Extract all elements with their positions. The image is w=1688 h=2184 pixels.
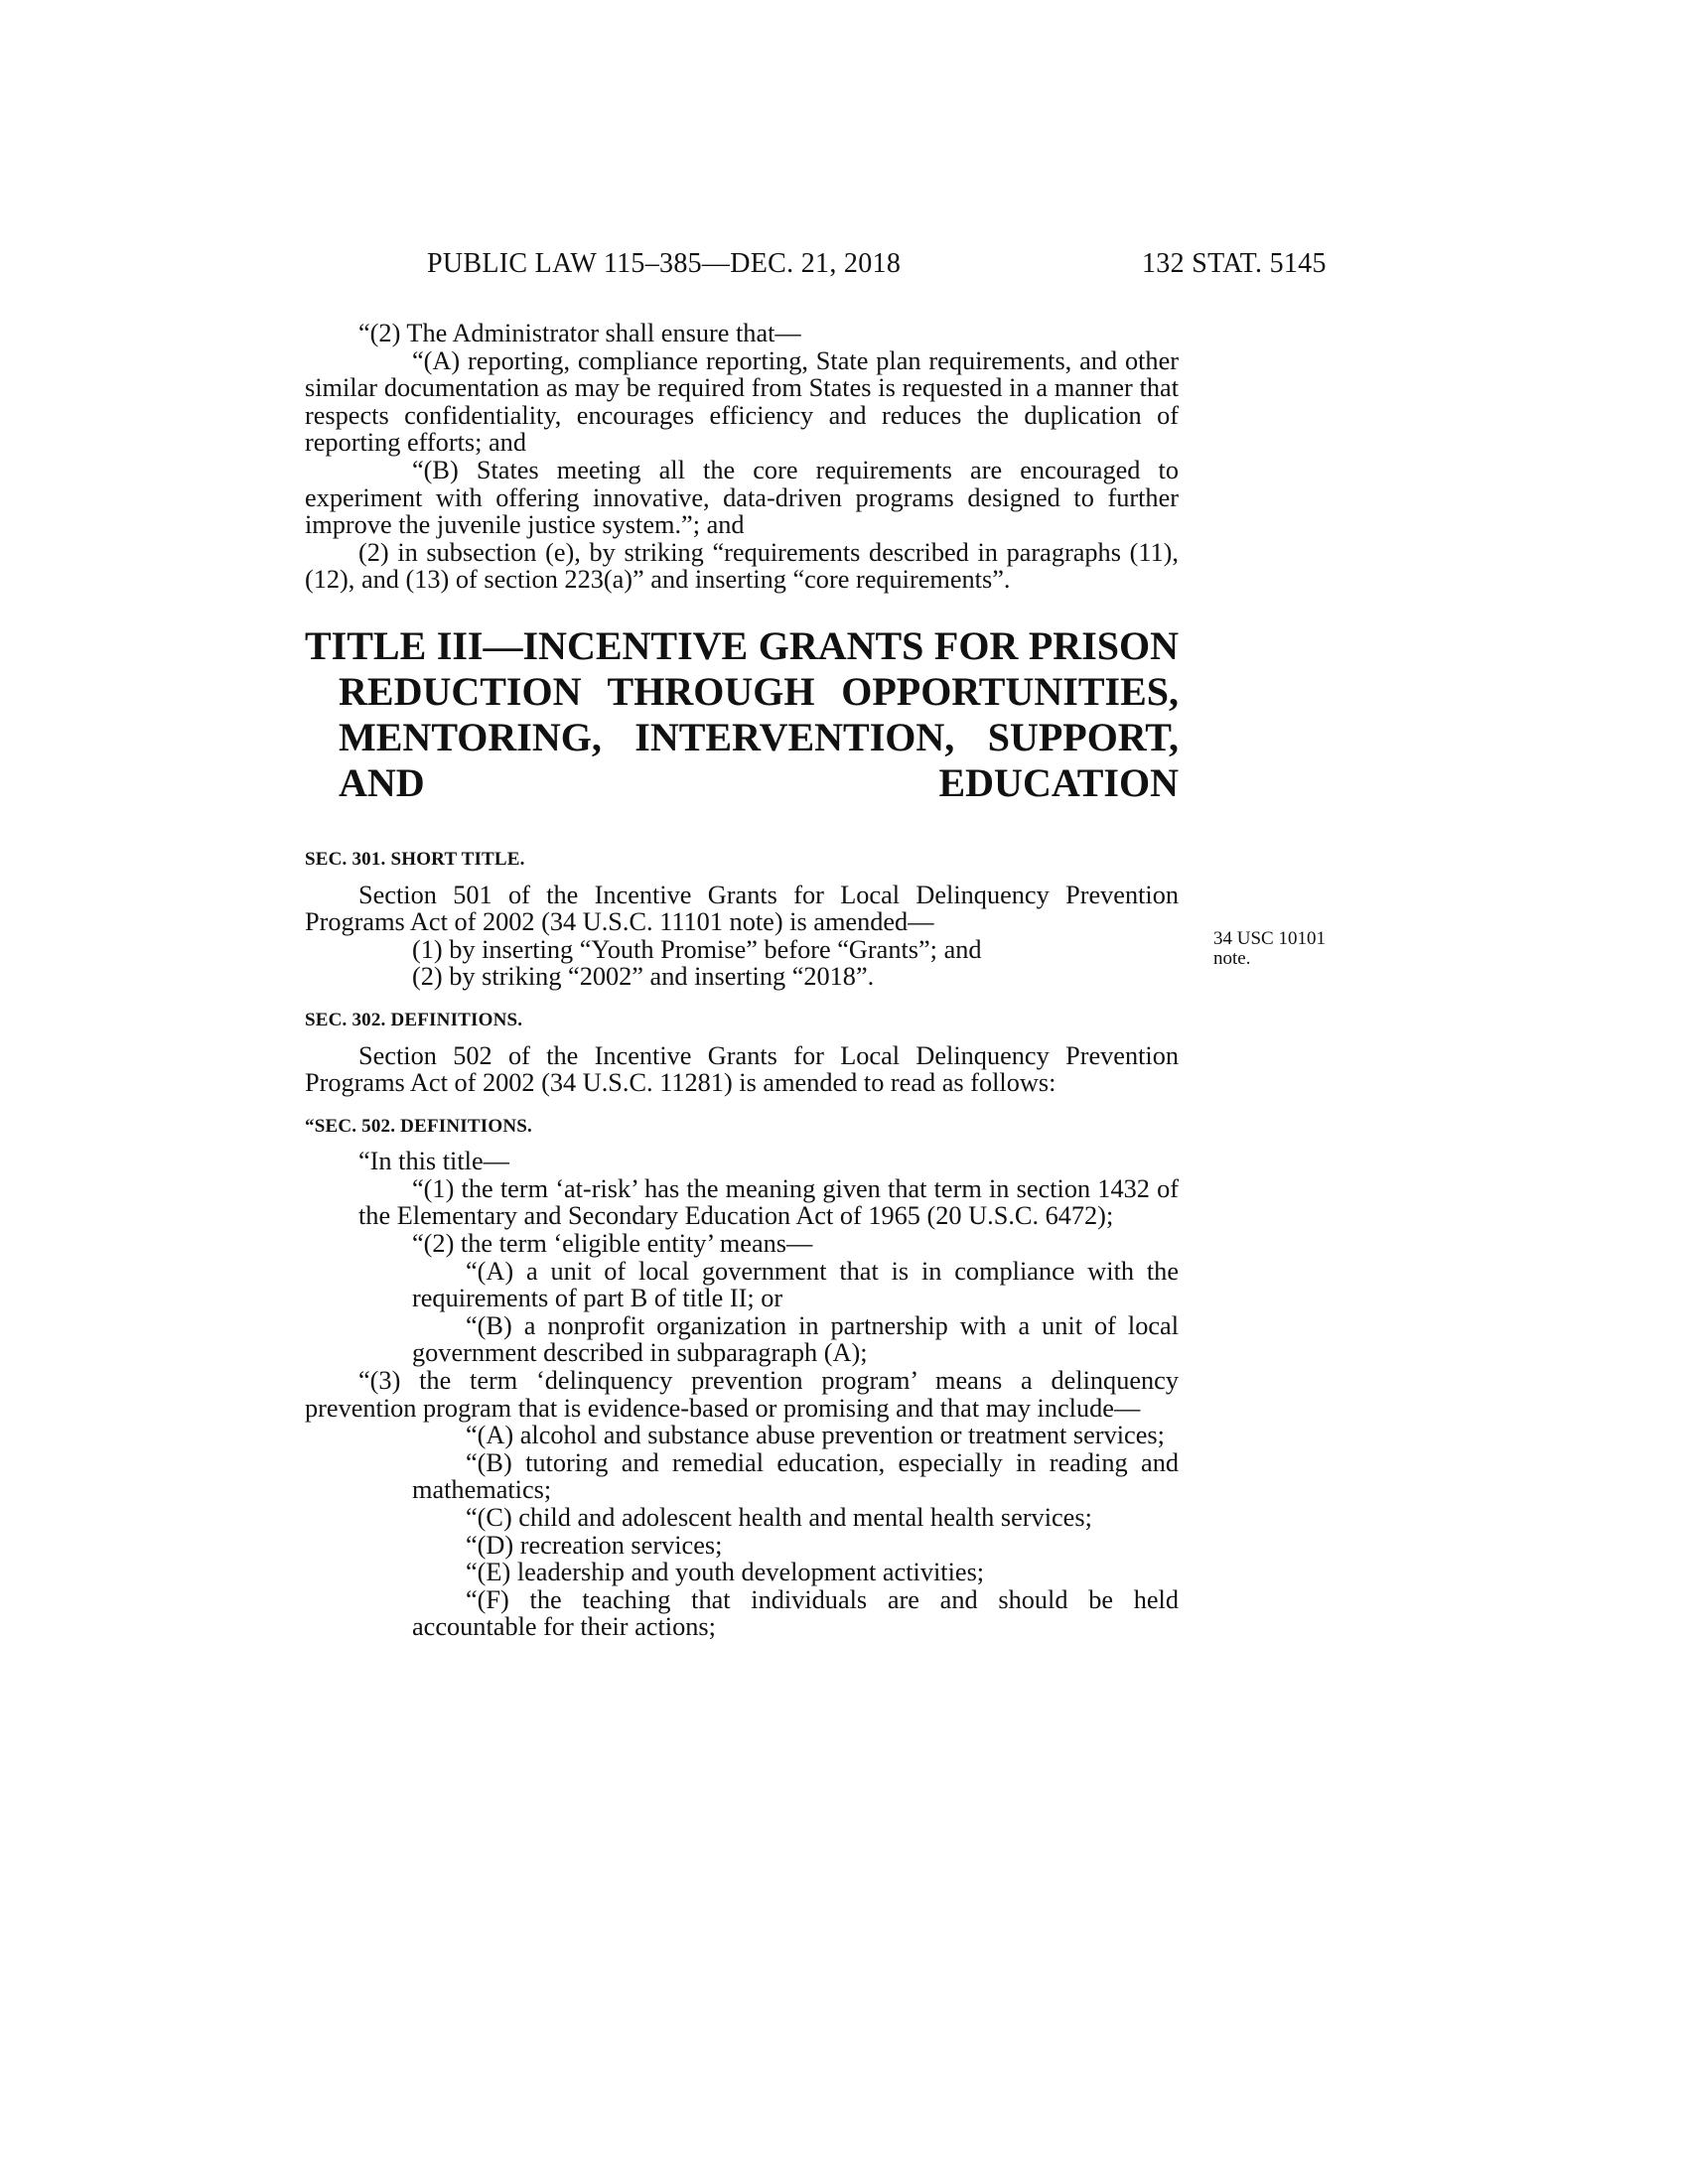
definition-1: “(1) the term ‘at-risk’ has the meaning given that term in section 1432 of the Elementary and Secondary Education Act of 1965 (20 U.S.C. 6472); [358,1173,1179,1231]
section-302-heading: SEC. 302. DEFINITIONS. [305,1009,523,1030]
definition-3-D: “(D) recreation services; [466,1530,723,1560]
subparagraph-A: “(A) reporting, compliance reporting, State plan requirements, and other similar documentation as may be required from States is requested in a manner that respects confidentiality, encourages efficiency and reduces the duplication of reporting efforts; and [305,345,1179,458]
margin-note-suffix: note. [1213,948,1251,969]
definition-3-E: “(E) leadership and youth development activities; [466,1558,985,1587]
definition-2-B: “(B) a nonprofit organization in partnership with a unit of local government described in subparagraph (A); [412,1310,1179,1368]
title-heading: TITLE III—INCENTIVE GRANTS FOR PRISON REDUCTION THROUGH OPPORTUNITIES, MENTORING, INTERVENTION, SUPPORT, AND EDUCATION [305,622,1179,805]
definition-2: “(2) the term ‘eligible entity’ means— [412,1229,813,1259]
definition-3-B: “(B) tutoring and remedial education, especially in reading and mathematics; [412,1447,1179,1505]
section-301-text: Section 501 of the Incentive Grants for Local Delinquency Prevention Programs Act of 2002 (34 U.S.C. 11101 note) is amended— [305,880,1179,937]
body-text [305,320,1179,1641]
stat-page-number: 132 STAT. 5145 [1142,248,1327,279]
section-302-text: Section 502 of the Incentive Grants for Local Delinquency Prevention Programs Act of 2002 (34 U.S.C. 11281) is amended to read as follows: [305,1040,1179,1098]
margin-note [1213,929,1326,969]
section-301-item-1: (1) by inserting “Youth Promise” before “Grants”; and [412,934,982,964]
section-301-item-2: (2) by striking “2002” and inserting “2018”. [412,962,875,992]
margin-note-citation: 34 USC 10101 [1213,928,1326,949]
section-502-heading: “SEC. 502. DEFINITIONS. [305,1115,532,1137]
section-301-heading: SEC. 301. SHORT TITLE. [305,848,525,870]
definition-3-F: “(F) the teaching that individuals are and should be held accountable for their actions; [412,1584,1179,1642]
definition-3-C: “(C) child and adolescent health and mental health services; [466,1503,1092,1532]
subparagraph-B: “(B) States meeting all the core requirements are encouraged to experiment with offering innovative, data-driven programs designed to further improve the juvenile justice system.”; and [305,455,1179,540]
paragraph-2-subsection-e: (2) in subsection (e), by striking “requirements described in paragraphs (11), (12), and (13) of section 223(a)” and inserting “core requirements”. [305,537,1179,595]
paragraph-2: “(2) The Administrator shall ensure that— [358,319,801,347]
section-502-intro: “In this title— [358,1147,509,1176]
definition-3: “(3) the term ‘delinquency prevention program’ means a delinquency prevention program that is evidence-based or promising and that may include— [305,1366,1179,1423]
definition-3-A: “(A) alcohol and substance abuse prevention or treatment services; [466,1421,1165,1450]
running-head: PUBLIC LAW 115–385—DEC. 21, 2018 [427,248,902,279]
definition-2-A: “(A) a unit of local government that is in compliance with the requirements of part B of title II; or [412,1256,1179,1313]
